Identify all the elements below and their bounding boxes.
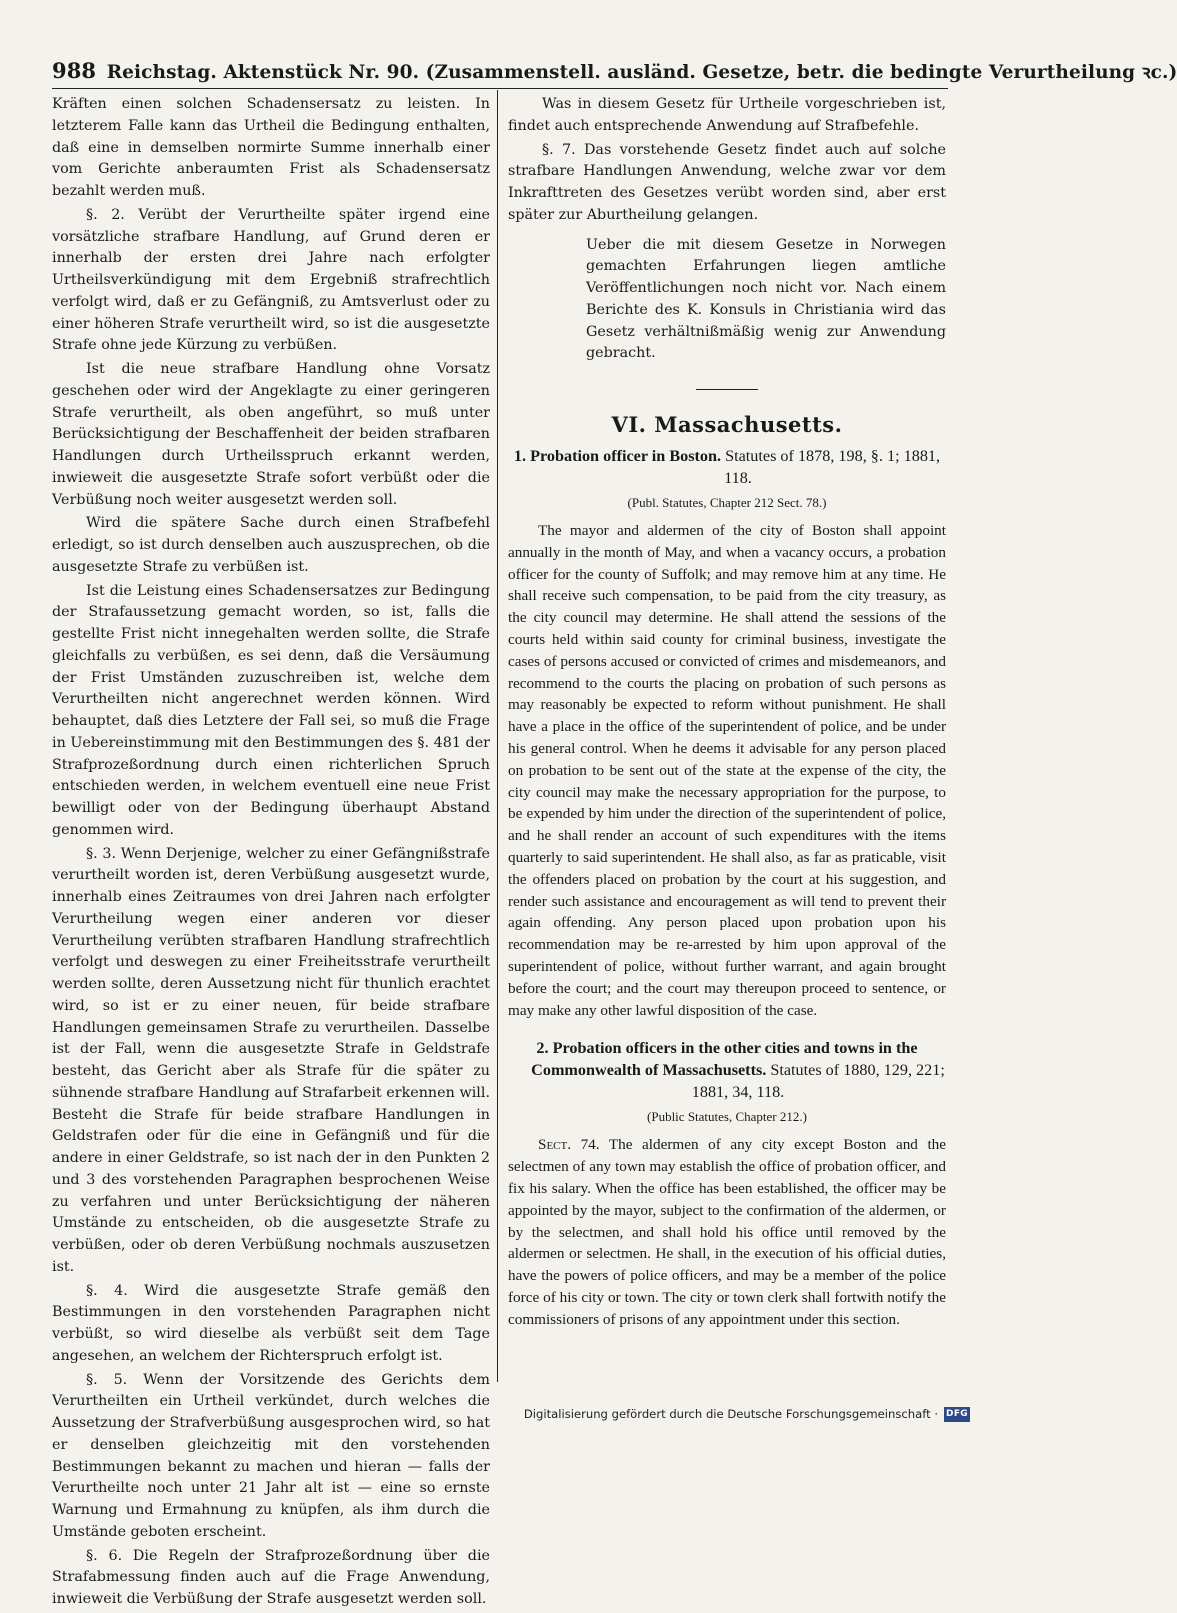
paragraph-sect-2: §. 2. Verübt der Verurtheilte später irgend eine vorsätzliche strafbare Handlung, auf Grund deren er innerhalb der ersten drei Jahre nach erfolgter Urtheilsverkündigung mit dem Ergebniß strafrechtlich verfolgt wird, daß er zu Gefängniß, zu Amtsverlust oder zu einer höheren Strafe verurtheilt wird, so ist die ausgesetzte Strafe ohne jede Kürzung zu verbüßen.: [52, 206, 490, 354]
left-column: [52, 94, 490, 1613]
header-rule: [52, 88, 948, 89]
column-divider: [497, 90, 498, 1382]
subsection-other-cities: [508, 1037, 946, 1330]
subsection-boston: [508, 445, 946, 1021]
subsection-heading: [508, 445, 946, 489]
page-header: [52, 58, 1177, 88]
dfg-logo-icon: DFG: [944, 1407, 970, 1422]
statutes-ref: Statutes of 1878, 198, §. 1; 1881, 118.: [724, 447, 941, 487]
footer: [524, 1402, 970, 1426]
right-column: [508, 94, 946, 1331]
paragraph-sect-5: §. 5. Wenn der Vorsitzende des Gerichts dem Verurtheilten ein Urtheil verkündet, durch welches die Aussetzung der Strafverbüßung ausgesprochen wird, so hat er denselben gleichzeitig mit den vorstehenden Bestimmungen bekannt zu machen und hieran — falls der Verurtheilte noch unter 21 Jahr alt ist — eine so ernste Warnung und Ermahnung zu knüpfen, als ihm durch die Umstände geboten erscheint.: [52, 1371, 490, 1540]
section-separator: [696, 389, 758, 390]
running-title: Reichstag. Aktenstück Nr. 90. (Zusammenstell. ausländ. Gesetze, betr. die bedingte Verurtheilung ꝛc.): [106, 62, 1177, 83]
german-text-block: [508, 94, 946, 365]
statute-text: [508, 1134, 946, 1330]
norway-note: Ueber die mit diesem Gesetze in Norwegen gemachten Erfahrungen liegen amtliche Veröffentlichungen noch nicht vor. Nach einem Berichte des K. Konsuls in Christiania wird das Gesetz verhältnißmäßig wenig zur Anwendung gebracht.: [586, 236, 946, 362]
paragraph-sect-6: §. 6. Die Regeln der Strafprozeßordnung über die Strafabmessung finden auch auf die Frage Anwendung, inwieweit die Verbüßung der Strafe ausgesetzt werden soll.: [52, 1547, 490, 1607]
funding-credit: Digitalisierung gefördert durch die Deutsche Forschungsgemeinschaft ·: [523, 1407, 938, 1421]
paragraph-sect-7: §. 7. Das vorstehende Gesetz findet auch auf solche strafbare Handlungen Anwendung, welche zwar vor dem Inkrafttreten des Gesetzes verübt worden sind, aber erst später zur Aburtheilung gelangen.: [508, 141, 946, 223]
statutes-ref: Statutes of 1880, 129, 221; 1881, 34, 118.: [691, 1061, 945, 1102]
paragraph: Ist die neue strafbare Handlung ohne Vorsatz geschehen oder wird der Angeklagte zu einer geringeren Strafe verurtheilt, als oben angeführt, so muß unter Berücksichtigung der Beschaffenheit der beiden strafbaren Handlungen durch Urtheilsspruch erkannt werden, inwieweit die ausgesetzte Strafe sofort verbüßt oder die Verbüßung noch weiter ausgesetzt werden soll.: [52, 361, 490, 508]
citation: (Publ. Statutes, Chapter 212 Sect. 78.): [627, 495, 827, 510]
paragraph: Wird die spätere Sache durch einen Strafbefehl erledigt, so ist durch denselben auch auszusprechen, ob die ausgesetzte Strafe zu verbüßen ist.: [52, 515, 490, 575]
subsection-heading: [508, 1037, 946, 1103]
paragraph-sect-4: §. 4. Wird die ausgesetzte Strafe gemäß den Bestimmungen in den vorstehenden Paragraphen nicht verbüßt, so wird dieselbe als verbüßt seit dem Tage angesehen, an welchem der Richterspruch erfolgt ist.: [52, 1282, 490, 1364]
section-title: VI. Massachusetts.: [611, 412, 843, 437]
sect-body: The aldermen of any city except Boston and the selectmen of any town may establish the office of probation officer, and fix his salary. When the office has been established, the officer may be appointed by the mayor, subject to the confirmation of the aldermen, or by the selectmen, and shall hold his office until removed by the aldermen or selectmen. He shall, in the execution of his official duties, have the powers of police officers, and may be a member of the police force of his city or town. The city or town clerk shall fortwith notify the commissioners of prisons of any appointment under this section.: [508, 1136, 946, 1328]
statute-text: The mayor and aldermen of the city of Boston shall appoint annually in the month of May, and when a vacancy occurs, a probation officer for the county of Suffolk; and may remove him at any time. He shall receive such compensation, to be paid from the city treasury, as the city council may determine. He shall attend the sessions of the courts held within said county for criminal business, investigate the cases of persons accused or convicted of crimes and misdemeanors, and recommend to the courts the placing on probation of such persons as may reasonably be expected to reform without punishment. He shall have a place in the office of the superintendent of police, and be under his general control. When he deems it advisable for any person placed on probation to be sent out of the state at the expense of the city, the city council may make the necessary appropriation for the purpose, to be expended by him under the direction of the superintendent of police, and he shall render an account of such expenditures with the items quarterly to said superintendent. He shall also, as far as praticable, visit the offenders placed on probation by the court at his suggestion, and render such assistance and encouragement as will tend to prevent their again offending. Any person placed upon probation upon his recommendation may be re-arrested by him upon approval of the superintendent of police, without further warrant, and again brought before the court; and the court may thereupon proceed to sentence, or may make any other lawful disposition of the case.: [508, 522, 946, 1019]
paragraph: Ist die Leistung eines Schadensersatzes zur Bedingung der Strafaussetzung gemacht worden, so ist, falls die gestellte Frist nicht innegehalten werden sollte, die Strafe gleichfalls zu verbüßen, es sei denn, daß die Versäumung der Frist Umständen zuzuschreiben ist, welche dem Verurtheilten nicht angerechnet werden können. Wird behauptet, daß dies Letztere der Fall sei, so muß die Frage in Uebereinstimmung mit den Bestimmungen des §. 481 der Strafprozeßordnung durch einen richterlichen Spruch entschieden werden, in welchem eventuell eine neue Frist bewilligt oder von der Bedingung überhaupt Abstand genommen wird.: [52, 582, 490, 838]
subsection-title: 2. Probation officers in the other cities and towns in the Commonwealth of Massachusetts.: [531, 1039, 918, 1080]
page-number: 988: [52, 58, 97, 83]
paragraph: Kräften einen solchen Schadensersatz zu leisten. In letzterem Falle kann das Urtheil die Bedingung enthalten, daß eine in demselben normirte Summe innerhalb einer vom Gerichte anberaumten Frist als Schadensersatz bezahlt werden muß.: [52, 96, 490, 199]
paragraph: Was in diesem Gesetz für Urtheile vorgeschrieben ist, findet auch entsprechende Anwendung auf Strafbefehle.: [508, 96, 946, 134]
paragraph-sect-3: §. 3. Wenn Derjenige, welcher zu einer Gefängnißstrafe verurtheilt worden ist, deren Verbüßung ausgesetzt wurde, innerhalb eines Zeitraumes von drei Jahren nach erfolgter Verurtheilung wegen einer anderen vor dieser Verurtheilung verübten strafbaren Handlung strafrechtlich verfolgt und deswegen zu einer Freiheitsstrafe verurtheilt werden sollte, deren Aussetzung nicht für thunlich erachtet wird, so ist er zu einer neuen, für beide strafbare Handlungen gemeinsamen Strafe zu verurtheilen. Dasselbe ist der Fall, wenn die ausgesetzte Strafe in Geldstrafe besteht, das Gericht aber als Strafe für die später zu sühnende strafbare Handlung auf Strafarbeit erkennen will. Besteht die Strafe für beide strafbare Handlungen in Geldstrafen oder für die eine in Gefängniß und für die andere in einer Geldstrafe, so ist nach der in den Punkten 2 und 3 des vorstehenden Paragraphen besprochenen Weise zu verfahren und unter Berücksichtigung der näheren Umstände zu entscheiden, ob die ausgesetzte Strafe zu verbüßen, oder ob deren Verbüßung nochmals auszusetzen ist.: [52, 845, 490, 1275]
subsection-title: 1. Probation officer in Boston.: [513, 447, 722, 465]
sect-label: Sect. 74.: [538, 1136, 600, 1154]
citation: (Public Statutes, Chapter 212.): [647, 1109, 807, 1125]
